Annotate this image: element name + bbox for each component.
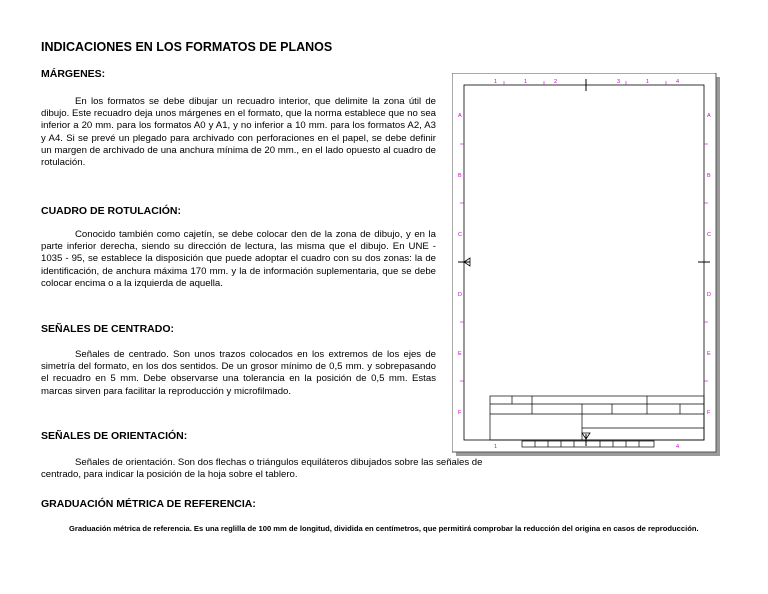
side-label-left: A bbox=[458, 113, 462, 119]
section-margenes-heading: MÁRGENES: bbox=[41, 68, 106, 80]
side-label-right: E bbox=[707, 351, 711, 357]
side-label-right: F bbox=[707, 410, 711, 416]
section-cuadro-heading: CUADRO DE ROTULACIÓN: bbox=[41, 205, 181, 217]
section-orientacion-body: Señales de orientación. Son dos flechas o triángulos equiláteros dibujados sobre las señales de centrado, para indicar la posición de la hoja sobre el tablero. bbox=[41, 457, 483, 481]
side-label-right: C bbox=[707, 232, 711, 238]
section-centrado-heading: SEÑALES DE CENTRADO: bbox=[41, 323, 175, 335]
side-label-left: C bbox=[458, 232, 462, 238]
top-label: 1 bbox=[646, 79, 650, 85]
side-label-left: D bbox=[458, 292, 462, 298]
bottom-label: 1 bbox=[494, 444, 498, 450]
side-label-left: B bbox=[458, 173, 462, 179]
top-label: 4 bbox=[676, 79, 680, 85]
bottom-label: 4 bbox=[676, 444, 680, 450]
format-sheet-figure bbox=[452, 73, 722, 458]
section-cuadro-body: Conocido también como cajetín, se debe colocar den de la zona de dibujo, y en la parte inferior derecha, siendo su dirección de lectura, las misma que el dibujo. En UNE - 1035 - 95, se establece la disposición que puede adoptar el cuadro con su dos zonas: la de identificación, de anchura máxima 170 mm. y la de información suplementaria, que se debe colocar encima o a la izquierda de aquella. bbox=[41, 229, 436, 289]
side-label-left: F bbox=[458, 410, 462, 416]
top-label: 1 bbox=[524, 79, 528, 85]
sheet-outer-border bbox=[452, 73, 716, 452]
side-label-left: E bbox=[458, 351, 462, 357]
section-margenes-body: En los formatos se debe dibujar un recuadro interior, que delimite la zona útil de dibujo. Este recuadro deja unos márgenes en el formato, que la norma establece que no sea inferior a 20 mm. para los formatos A0 y A1, y no inferior a 10 mm. para los formatos A2, A3 y A4. Si se prevé un plegado para archivado con perforaciones en el papel, se debe definir un margen de archivado de una anchura mínima de 20 mm., en el lado opuesto al cuadro de rotulación. bbox=[41, 96, 436, 169]
section-graduacion-heading: GRADUACIÓN MÉTRICA DE REFERENCIA: bbox=[41, 498, 256, 510]
section-centrado-body: Señales de centrado. Son unos trazos colocados en los extremos de los ejes de simetría del formato, en los dos sentidos. De un grosor mínimo de 0,5 mm. y sobrepasando el recuadro en 5 mm. Debe observarse una tolerancia en la posición de 0,5 mm. Estas marcas sirven para facilitar la reproducción y microfilmado. bbox=[41, 349, 436, 397]
page-title: INDICACIONES EN LOS FORMATOS DE PLANOS bbox=[41, 40, 333, 54]
section-orientacion-heading: SEÑALES DE ORIENTACIÓN: bbox=[41, 430, 188, 442]
side-label-right: A bbox=[707, 113, 711, 119]
top-label: 2 bbox=[554, 79, 558, 85]
top-label: 3 bbox=[617, 79, 621, 85]
section-graduacion-body: Graduación métrica de referencia. Es una reglilla de 100 mm de longitud, dividida en centímetros, que permitirá comprobar la reducción del origina en casos de reproducción. bbox=[69, 524, 699, 533]
top-label: 1 bbox=[494, 79, 498, 85]
side-label-right: D bbox=[707, 292, 711, 298]
side-label-right: B bbox=[707, 173, 711, 179]
